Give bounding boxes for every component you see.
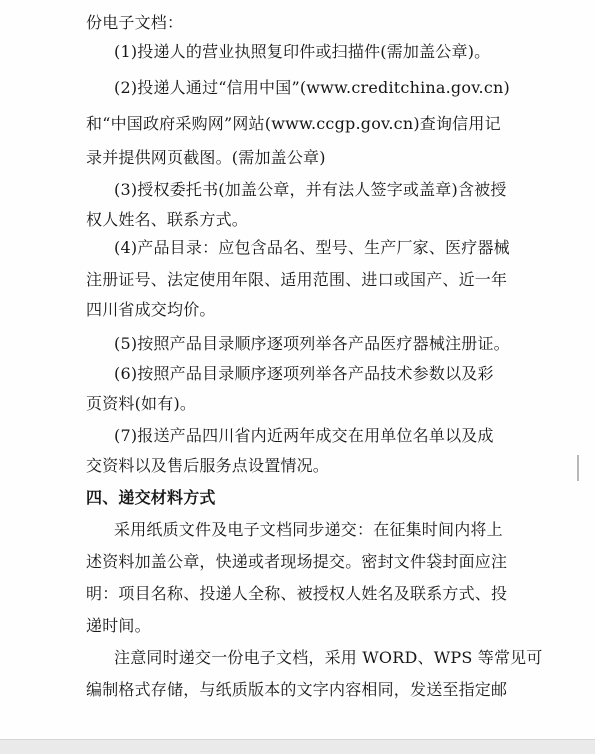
line-text: 采用纸质文件及电子文档同步递交：在征集时间内将上 (114, 520, 503, 539)
line-text: (5)按照产品目录顺序逐项列举各产品医疗器械注册证。 (114, 334, 510, 353)
line-text: 明：项目名称、投递人全称、被授权人姓名及联系方式、投 (86, 584, 508, 603)
line-text: (7)报送产品四川省内近两年成交在用单位名单以及成 (114, 426, 494, 445)
line-text: 录并提供网页截图。(需加盖公章) (86, 148, 326, 167)
line-text: 递时间。 (86, 616, 151, 635)
line-text: 述资料加盖公章，快递或者现场提交。密封文件袋封面应注 (86, 552, 508, 571)
heading-text: 四、递交材料方式 (86, 488, 216, 507)
line-text: 交资料以及售后服务点设置情况。 (86, 456, 330, 475)
line-text: 注册证号、法定使用年限、适用范围、进口或国产、近一年 (86, 270, 508, 289)
line-text: 权人姓名、联系方式。 (86, 210, 249, 229)
line-text: (4)产品目录：应包含品名、型号、生产厂家、医疗器械 (114, 238, 510, 257)
line-text: (3)授权委托书(加盖公章，并有法人签字或盖章)含被授 (114, 180, 507, 199)
scan-artifact (577, 455, 579, 481)
line-text: (1)投递人的营业执照复印件或扫描件(需加盖公章)。 (114, 42, 491, 61)
line-text: 页资料(如有)。 (86, 394, 197, 413)
line-text: 和“中国政府采购网”网站(www.ccgp.gov.cn)查询信用记 (86, 114, 501, 133)
line-text: 编制格式存储，与纸质版本的文字内容相同，发送至指定邮 (86, 680, 508, 699)
line-text: 注意同时递交一份电子文档，采用 WORD、WPS 等常见可 (114, 648, 543, 667)
line-text: (2)投递人通过“信用中国”(www.creditchina.gov.cn) (114, 78, 510, 97)
line-text: (6)按照产品目录顺序逐项列举各产品技术参数以及彩 (114, 364, 494, 383)
line-text: 份电子文档： (86, 13, 184, 32)
page-bottom-edge (0, 739, 595, 754)
line-text: 四川省成交均价。 (86, 300, 216, 319)
